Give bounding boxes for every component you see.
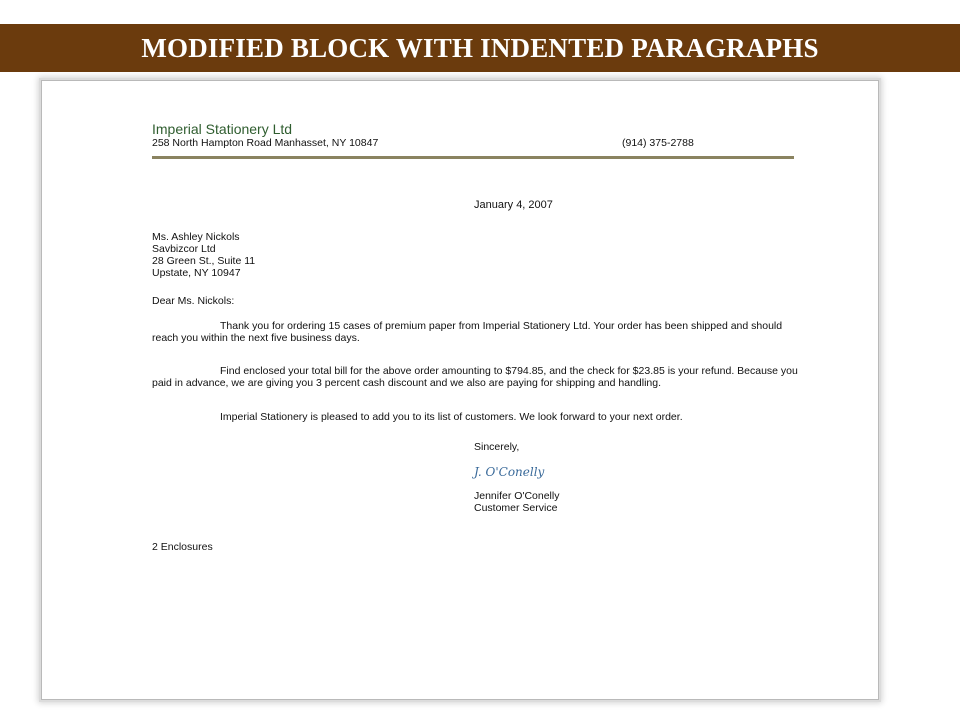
enclosure-notation: 2 Enclosures xyxy=(152,541,213,553)
letterhead-divider xyxy=(152,156,794,159)
letter-page xyxy=(41,80,879,700)
letterhead-address-line xyxy=(152,137,792,149)
handwritten-signature: J. O'Conelly xyxy=(474,465,545,479)
recipient-city: Upstate, NY 10947 xyxy=(152,267,241,279)
salutation: Dear Ms. Nickols: xyxy=(152,295,235,307)
signer-title: Customer Service xyxy=(474,502,558,514)
slide-title-banner xyxy=(0,24,960,72)
body-paragraph-1: Thank you for ordering 15 cases of premium paper from Imperial Stationery Ltd. Your order has been shipped and should reach you within the next five business days. xyxy=(152,320,783,344)
recipient-company: Savbizcor Ltd xyxy=(152,243,216,255)
slide-title: MODIFIED BLOCK WITH INDENTED PARAGRAPHS xyxy=(141,32,819,63)
letter-date: January 4, 2007 xyxy=(474,199,553,211)
letterhead-company-name: Imperial Stationery Ltd xyxy=(152,121,293,137)
recipient-street: 28 Green St., Suite 11 xyxy=(152,255,256,267)
body-paragraph-3: Imperial Stationery is pleased to add you to its list of customers. We look forward to your next order. xyxy=(220,411,683,423)
inside-address xyxy=(152,231,255,279)
body-paragraph-2: Find enclosed your total bill for the above order amounting to $794.85, and the check for $23.85 is your refund. Because you paid in advance, we are giving you 3 percent cash discount and we also are paying for shipping and handling. xyxy=(152,365,798,389)
signature-block xyxy=(474,490,559,514)
letterhead-address: 258 North Hampton Road Manhasset, NY 10847 xyxy=(152,137,379,149)
letterhead-phone: (914) 375-2788 xyxy=(622,137,694,149)
recipient-name: Ms. Ashley Nickols xyxy=(152,231,240,243)
signer-name: Jennifer O'Conelly xyxy=(474,490,560,502)
complimentary-closing: Sincerely, xyxy=(474,441,520,453)
